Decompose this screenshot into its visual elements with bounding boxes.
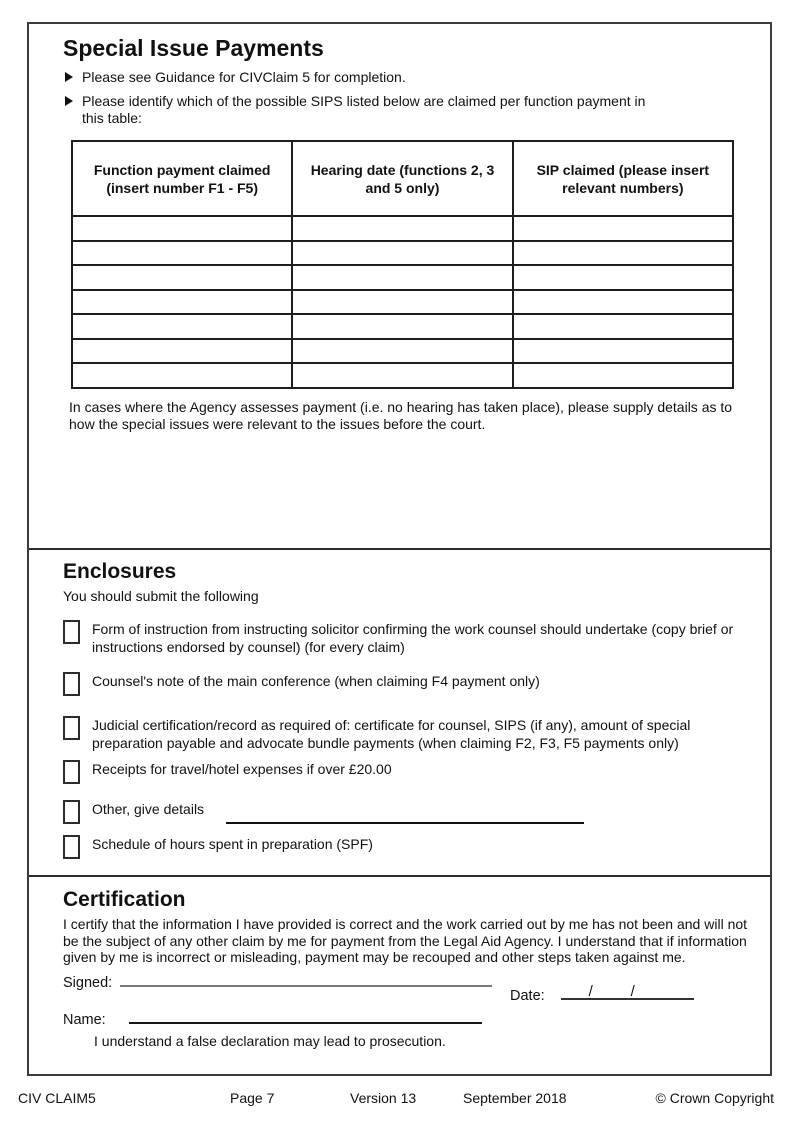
table-row <box>72 314 733 339</box>
enclosure-item-other <box>63 800 742 824</box>
sip-claimed-cell[interactable] <box>513 314 733 339</box>
special-issue-payments-title: Special Issue Payments <box>63 35 324 61</box>
checkbox-form-of-instruction[interactable] <box>63 620 80 644</box>
table-row <box>72 363 733 388</box>
checkbox-receipts[interactable] <box>63 760 80 784</box>
function-payment-cell[interactable] <box>72 314 292 339</box>
footer-version: Version 13 <box>350 1090 417 1106</box>
hearing-date-cell[interactable] <box>292 363 512 388</box>
name-field[interactable] <box>129 1022 482 1024</box>
checkbox-schedule-spf[interactable] <box>63 835 80 859</box>
date-field[interactable] <box>561 982 694 1000</box>
footer-page-number: Page 7 <box>230 1090 275 1106</box>
sip-claimed-cell[interactable] <box>513 216 733 241</box>
sip-claims-table-body <box>72 216 733 388</box>
signed-field[interactable] <box>120 985 492 987</box>
enclosure-item-schedule-spf <box>63 835 742 859</box>
guidance-bullet <box>63 69 742 86</box>
agency-assessment-note: In cases where the Agency assesses payment (i.e. no hearing has taken place), please supply details as to how the special issues were relevant to the issues before the court. <box>69 398 733 432</box>
date-slash: / <box>588 982 593 1000</box>
section-certification <box>29 875 770 1074</box>
page-footer <box>0 1090 800 1110</box>
header-row <box>72 141 733 216</box>
enclosure-item-label: Judicial certification/record as required of: certificate for counsel, SIPS (if any), amount of special preparation payable and advocate bundle payments (when claiming F2, F3, F5 payments only) <box>92 717 691 751</box>
enclosure-item-form-of-instruction <box>63 620 742 656</box>
hearing-date-cell[interactable] <box>292 314 512 339</box>
function-payment-cell[interactable] <box>72 216 292 241</box>
identify-sips-bullet-text: Please identify which of the possible SIPS listed below are claimed per function payment in this table: <box>82 93 646 126</box>
hearing-date-cell[interactable] <box>292 241 512 266</box>
table-row <box>72 216 733 241</box>
certification-title: Certification <box>63 888 186 911</box>
enclosure-item-label: Schedule of hours spent in preparation (SPF) <box>92 836 373 852</box>
enclosure-item-label: Form of instruction from instructing solicitor confirming the work counsel should undertake (copy brief or instructions endorsed by counsel) (for every claim) <box>92 621 734 655</box>
sip-claimed-cell[interactable] <box>513 290 733 315</box>
enclosures-title: Enclosures <box>63 560 177 583</box>
function-payment-cell[interactable] <box>72 363 292 388</box>
signed-label: Signed: <box>63 974 113 991</box>
sip-claimed-cell[interactable] <box>513 241 733 266</box>
column-header-hearing-date: Hearing date (functions 2, 3 and 5 only) <box>292 141 512 216</box>
enclosures-subtitle: You should submit the following <box>63 588 259 604</box>
enclosure-item-judicial-certification <box>63 716 742 752</box>
footer-document-id: CIV CLAIM5 <box>18 1090 96 1106</box>
name-label: Name: <box>63 1011 106 1028</box>
table-row <box>72 265 733 290</box>
enclosure-item-label: Counsel's note of the main conference (when claiming F4 payment only) <box>92 673 540 689</box>
table-row <box>72 241 733 266</box>
details-writing-area[interactable] <box>63 433 742 533</box>
false-declaration-warning: I understand a false declaration may lead to prosecution. <box>94 1032 446 1049</box>
name-row <box>63 1012 742 1030</box>
sip-claimed-cell[interactable] <box>513 265 733 290</box>
checkbox-counsel-note[interactable] <box>63 672 80 696</box>
hearing-date-cell[interactable] <box>292 290 512 315</box>
date-label: Date: <box>510 987 545 1004</box>
function-payment-cell[interactable] <box>72 265 292 290</box>
identify-sips-bullet <box>63 93 742 127</box>
bullet-arrow-icon <box>65 72 73 82</box>
sip-claimed-cell[interactable] <box>513 363 733 388</box>
column-header-function-payment: Function payment claimed (insert number F1 - F5) <box>72 141 292 216</box>
bullet-arrow-icon <box>65 96 73 106</box>
section-special-issue-payments <box>29 24 770 548</box>
signed-row <box>63 974 742 1004</box>
sip-claims-table-header <box>72 141 733 216</box>
checkbox-other[interactable] <box>63 800 80 824</box>
column-header-sip-claimed: SIP claimed (please insert relevant numbers) <box>513 141 733 216</box>
footer-date: September 2018 <box>463 1090 567 1106</box>
hearing-date-cell[interactable] <box>292 265 512 290</box>
sip-claims-table <box>71 140 734 389</box>
date-slash: / <box>630 982 635 1000</box>
enclosure-item-label: Receipts for travel/hotel expenses if over £20.00 <box>92 761 392 777</box>
other-details-field[interactable] <box>226 808 584 824</box>
function-payment-cell[interactable] <box>72 290 292 315</box>
certification-statement: I certify that the information I have provided is correct and the work carried out by me has not been and will not be the subject of any other claim by me for payment from the Legal Aid Agency. I understand that if information given by me is incorrect or misleading, payment may be recouped and other steps taken against me. <box>63 916 748 965</box>
table-row <box>72 290 733 315</box>
table-row <box>72 339 733 364</box>
sip-claimed-cell[interactable] <box>513 339 733 364</box>
hearing-date-cell[interactable] <box>292 339 512 364</box>
checkbox-judicial-certification[interactable] <box>63 716 80 740</box>
date-group <box>510 982 694 1004</box>
function-payment-cell[interactable] <box>72 339 292 364</box>
hearing-date-cell[interactable] <box>292 216 512 241</box>
enclosure-item-counsel-note <box>63 672 742 696</box>
section-enclosures <box>29 548 770 875</box>
footer-copyright: © Crown Copyright <box>655 1090 774 1106</box>
enclosure-item-receipts <box>63 760 742 784</box>
function-payment-cell[interactable] <box>72 241 292 266</box>
form-page-border <box>27 22 772 1076</box>
enclosure-item-label: Other, give details <box>92 801 205 817</box>
guidance-bullet-text: Please see Guidance for CIVClaim 5 for completion. <box>82 69 406 85</box>
